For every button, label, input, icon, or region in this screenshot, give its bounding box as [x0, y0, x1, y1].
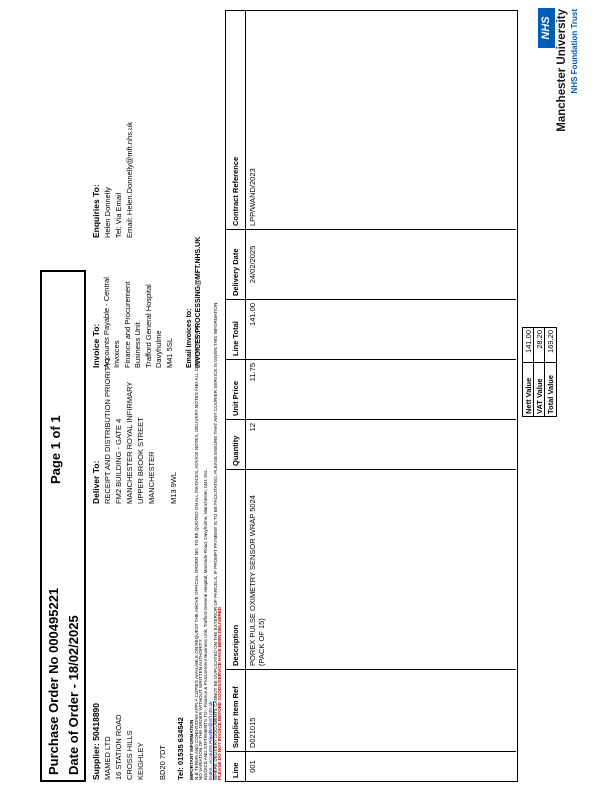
- delivery-address-line-4: UPPER BROOK STREET: [136, 417, 145, 504]
- item-description-line-1: POREX PULSE OXIMETRY SENSOR WRAP 5024: [248, 495, 257, 666]
- invoice-address-line-2: Invoices: [112, 340, 121, 368]
- nhs-logo-icon: NHS: [538, 8, 555, 48]
- delivery-address-line-3: MANCHESTER ROYAL INFIRMARY: [125, 381, 134, 504]
- po-header-box: [40, 270, 86, 782]
- terms-line-4: WHERE DELIVERY DOCUMENTS CANNOT BE DUPLICATED ON THE EXTERIOR OF PARCELS, IF PROMPT PAYMENT IS TO BE FACILITATED, PLEASE ENSURE THAT ANY COURIER SERVICE IS GIVEN THIS INFORMATION: [212, 302, 218, 780]
- trust-name: Manchester University: [556, 9, 568, 132]
- page-indicator: Page 1 of 1: [48, 415, 63, 484]
- col-header-quantity: Quantity: [226, 419, 245, 469]
- items-table-header-row: [226, 11, 246, 781]
- col-header-supplier-item-ref: Supplier Item Ref: [226, 669, 245, 751]
- col-header-line: Line: [226, 751, 245, 781]
- invoice-address-line-6: Davyhulme: [154, 330, 163, 368]
- invoice-postcode: M41 5SL: [164, 337, 174, 368]
- nett-value-row: [523, 328, 534, 416]
- item-quantity: 12: [246, 419, 516, 469]
- col-header-description: Description: [226, 469, 245, 669]
- supplier-block: [91, 610, 186, 780]
- terms-line-3: INVOICE AND STATEMENTS TO:- Finance & Procurement Business Unit, Trafford General Hospital, Moorside Road, Davyhulme, Manchester, M41 5SL.: [203, 468, 209, 780]
- nett-value: 141.00: [524, 330, 533, 353]
- item-unit-price: 11.75: [246, 359, 516, 419]
- enquiries-to-block: [91, 8, 135, 238]
- order-date: Date of Order - 18/02/2025: [66, 615, 81, 775]
- item-delivery-date: 24/02/2025: [246, 229, 516, 299]
- invoice-address-line-4: Business Unit: [133, 322, 142, 368]
- invoice-email-address: INVOICES.PROCESSING@MFT.NHS.UK: [195, 236, 202, 368]
- email-invoices-label: Email Invoices to:: [186, 308, 193, 368]
- terms-block: [190, 8, 223, 780]
- item-contract-ref: LPP/WAND/2023: [248, 168, 257, 226]
- col-header-line-total: Line Total: [226, 299, 245, 359]
- item-description: [246, 469, 516, 669]
- invoice-to-block: [91, 240, 175, 368]
- item-row: [246, 11, 516, 781]
- accounts-payable-email-link[interactable]: EMAIL: Accounts.Payable@mft.nhs.uk: [207, 701, 213, 780]
- supplier-postcode: BD20 7DT: [158, 744, 167, 780]
- supplier-address-line-3: KEIGHLEY: [136, 742, 145, 780]
- enquiries-contact-name: Helen Donnelly: [103, 187, 112, 238]
- nett-value-label: Nett Value: [523, 362, 533, 416]
- total-value: 169.20: [546, 330, 555, 353]
- enquiries-email: Email: Helen.Donnelly@mft.nhs.uk: [125, 122, 134, 238]
- totals-box: [522, 327, 557, 417]
- terms-heading: IMPORTANT INFORMATION: [189, 719, 194, 780]
- delivery-address-line-5: MANCHESTER: [147, 451, 156, 504]
- supplier-account-number: Supplier: 50418890: [91, 702, 101, 780]
- supplier-address-line-2: CROSS HILLS: [125, 730, 134, 780]
- deliver-to-heading: Deliver To:: [91, 460, 101, 504]
- vat-value: 28.20: [535, 330, 544, 349]
- supplier-name: MAMED LTD: [103, 736, 112, 780]
- items-table: [225, 10, 518, 782]
- total-value-label: Total Value: [545, 362, 556, 416]
- vat-value-label: VAT Value: [534, 362, 544, 416]
- total-value-row: [545, 328, 556, 416]
- invoice-address-line-5: Trafford General Hospital: [143, 284, 153, 368]
- delivery-address-line-1: RECEIPT AND DISTRIBUTION PRIORITY1: [103, 357, 112, 504]
- supplier-phone: Tel: 01535 634542: [176, 717, 185, 780]
- invoice-address-line-1: Accounts Payable - Central: [101, 277, 111, 368]
- item-description-line-2: (PACK OF 15): [257, 618, 266, 666]
- invoice-address-line-3: Finance and Procurement: [122, 281, 132, 368]
- delivery-address-line-2: FM2 BUILDING - GATE 4: [114, 418, 123, 504]
- deliver-to-block: [91, 357, 179, 504]
- terms-line-1: N.B TERMS AND CONDITIONS APPLY COPIES AVAILABLE ON REQUEST THE ABOVE OFFICIAL ORDER NO. TO BE QUOTED ON ALL INVOICES, ADVICE NOTES, DELIVERY NOTES AND ALL CORRESPONDENCE.: [193, 324, 199, 780]
- col-header-unit-price: Unit Price: [226, 359, 245, 419]
- item-supplier-ref: D021015: [246, 669, 516, 751]
- po-number-title: Purchase Order No 000495221: [46, 587, 61, 775]
- delivery-postcode: M13 9WL: [169, 471, 178, 504]
- invoice-warning-text: PLEASE DO NOT INVOICE BEFORE GOODS/SERVICE HAVE BEEN DELIVERED: [217, 606, 223, 780]
- item-line-no: 001: [246, 751, 516, 781]
- col-header-delivery-date: Delivery Date: [226, 229, 245, 299]
- item-line-total: 141.00: [246, 299, 516, 359]
- enquiries-to-heading: Enquiries To:: [91, 184, 101, 238]
- enquiries-tel: Tel: Via Email: [114, 192, 123, 238]
- vat-value-row: [534, 328, 545, 416]
- col-header-contract-reference: Contract Reference: [231, 156, 240, 226]
- foundation-trust-label: NHS Foundation Trust: [570, 9, 579, 94]
- terms-line-2: NO VARIATION OF THE ORDER WITHOUT WRITTEN AUTHORITY: [198, 639, 204, 780]
- supplier-address-line-1: 16 STATION ROAD: [114, 714, 123, 780]
- invoice-to-heading: Invoice To:: [91, 323, 101, 368]
